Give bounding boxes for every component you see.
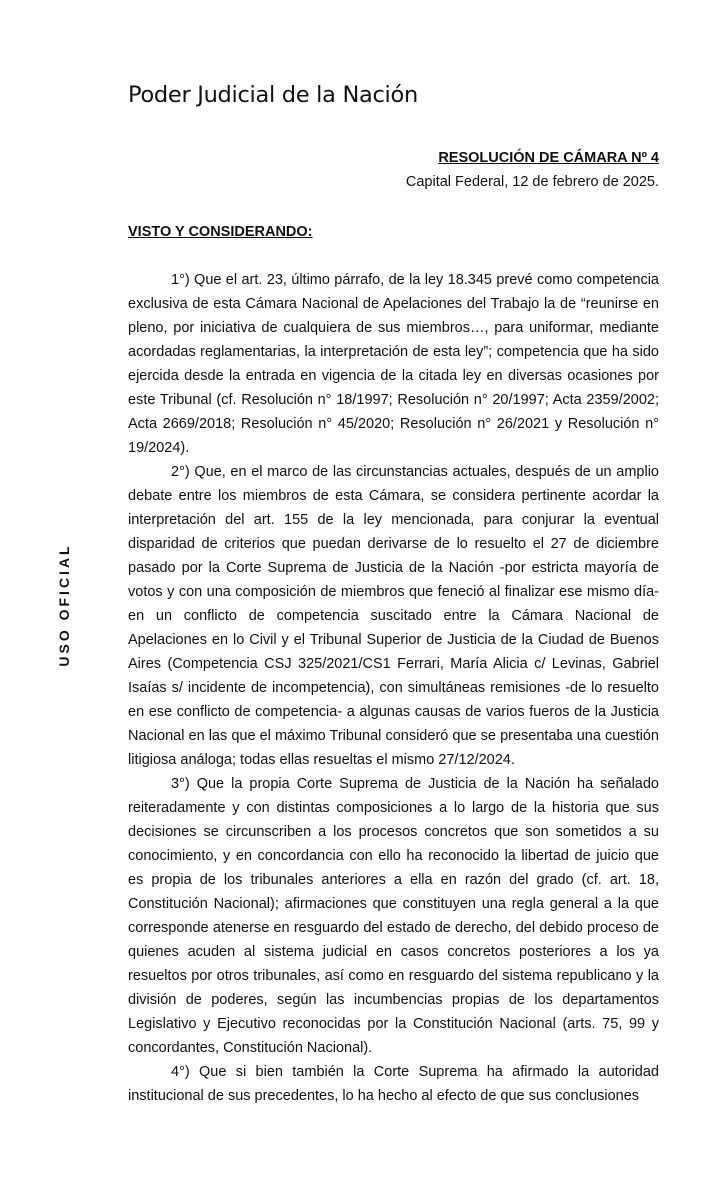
paragraph-1: 1°) Que el art. 23, último párrafo, de la ley 18.345 prevé como competencia exclusiva de esta Cámara Nacional de Apelaciones del Trabajo la de “reunirse en pleno, por iniciativa de cualquiera de sus miembros…, para uniformar, mediante acordadas reglamentarias, la interpretación de esta ley”; competencia que ha sido ejercida desde la entrada en vigencia de la citada ley en diversas ocasiones por este Tribunal (cf. Resolución n° 18/1997; Resolución n° 20/1997; Acta 2359/2002; Acta 2669/2018; Resolución n° 45/2020; Resolución n° 26/2021 y Resolución n° 19/2024). (128, 272, 659, 456)
paragraph-4: 4°) Que si bien también la Corte Suprema ha afirmado la autoridad institucional de sus precedentes, lo ha hecho al efecto de que sus conclusiones (128, 1064, 659, 1104)
paragraph-3: 3°) Que la propia Corte Suprema de Justicia de la Nación ha señalado reiteradamente y con distintas composiciones a lo largo de la historia que sus decisiones se circunscriben a los procesos concretos que son sometidos a su conocimiento, y en concordancia con ello ha reconocido la libertad de juicio que es propia de los tribunales anteriores a ella en razón del grado (cf. art. 18, Constitución Nacional); afirmaciones que constituyen una regla general a la que corresponde atenerse en resguardo del estado de derecho, del debido proceso de quienes acuden al sistema judicial en casos concretos posteriores a los ya resueltos por otros tribunales, así como en resguardo del sistema republicano y la división de poderes, según las incumbencias propias de los departamentos Legislativo y Ejecutivo reconocidas por la Constitución Nacional (arts. 75, 99 y concordantes, Constitución Nacional). (128, 776, 659, 1056)
place-date: Capital Federal, 12 de febrero de 2025. (405, 174, 659, 190)
document-body (128, 268, 659, 1108)
page-header-title: Poder Judicial de la Nación (128, 82, 418, 108)
paragraph-2: 2°) Que, en el marco de las circunstancias actuales, después de un amplio debate entre los miembros de esta Cámara, se considera pertinente acordar la interpretación del art. 155 de la ley mencionada, para conjurar la eventual disparidad de criterios que puedan derivarse de lo resuelto el 27 de diciembre pasado por la Corte Suprema de Justicia de la Nación -por estricta mayoría de votos y con una composición de miembros que feneció al finalizar ese mismo día- en un conflicto de competencia suscitado entre la Cámara Nacional de Apelaciones en lo Civil y el Tribunal Superior de Justicia de la Ciudad de Buenos Aires (Competencia CSJ 325/2021/CS1 Ferrari, María Alicia c/ Levinas, Gabriel Isaías s/ incidente de incompetencia), con simultáneas remisiones -de lo resuelto en ese conflicto de competencia- a algunas causas de varios fueros de la Justicia Nacional en las que el máximo Tribunal consideró que se presentaba una cuestión litigiosa análoga; todas ellas resueltas el mismo 27/12/2024. (128, 464, 659, 768)
section-heading: VISTO Y CONSIDERANDO: (128, 224, 313, 240)
official-use-stamp: USO OFICIAL (56, 543, 72, 667)
resolution-title: RESOLUCIÓN DE CÁMARA Nº 4 (438, 150, 659, 166)
